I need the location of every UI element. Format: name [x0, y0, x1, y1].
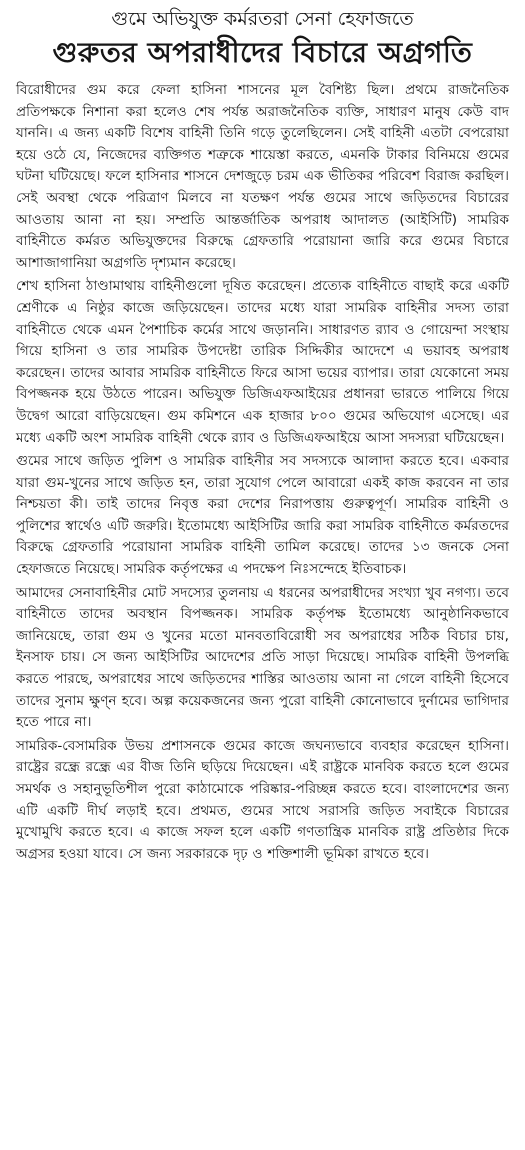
article-paragraph-5: সামরিক-বেসামরিক উভয় প্রশাসনকে গুমের কাজে জঘন্যভাবে ব্যবহার করেছেন হাসিনা। রাষ্ট্রের রন্ধ্রে রন্ধ্রে এর বীজ তিনি ছড়িয়ে দিয়েছেন। এই রাষ্ট্রকে মানবিক করতে হলে গুমের সমর্থক ও সহানুভূতিশীল পুরো কাঠামোকে পরিষ্কার-পরিচ্ছন্ন করতে হবে। বাংলাদেশের জন্য এটি একটি দীর্ঘ লড়াই হবে। প্রথমত, গুমের সাথে সরাসরি জড়িত সবাইকে বিচারের মুখোমুখি করতে হবে। এ কাজে সফল হলে একটি গণতান্ত্রিক মানবিক রাষ্ট্র প্রতিষ্ঠার দিকে অগ্রসর হওয়া যাবে। সে জন্য সরকারকে দৃঢ় ও শক্তিশালী ভূমিকা রাখতে হবে।	[16, 737, 509, 862]
article-kicker: গুমে অভিযুক্ত কর্মরতরা সেনা হেফাজতে	[111, 8, 414, 30]
article-paragraph-2: শেখ হাসিনা ঠাণ্ডামাথায় বাহিনীগুলো দূষিত করেছেন। প্রত্যেক বাহিনীতে বাছাই করে একটি শ্রেণীকে এ নিষ্ঠুর কাজে জড়িয়েছেন। তাদের মধ্যে যারা সামরিক বাহিনীর সদস্য তারা বাহিনীতে থেকে এমন পৈশাচিক কর্মের সাথে জড়াননি। সাধারণত র‌্যাব ও গোয়েন্দা সংস্থায় গিয়ে হাসিনা ও তার সামরিক উপদেষ্টা তারিক সিদ্দিকীর আদেশে এ ভয়াবহ অপরাধ করেছেন। তাদের আবার সামরিক বাহিনীতে ফিরে আসা ভয়ের ব্যাপার। তারা যেকোনো সময় বিপজ্জনক হয়ে উঠতে পারেন। অভিযুক্ত ডিজিএফআইয়ের প্রধানরা ভারতে পালিয়ে গিয়ে উদ্বেগ আরো বাড়িয়েছেন। গুম কমিশনে এক হাজার ৮০০ গুমের অভিযোগ এসেছে। এর মধ্যে একটি অংশ সামরিক বাহিনী থেকে র‌্যাব ও ডিজিএফআইয়ে আসা সদস্যরা ঘটিয়েছেন।	[16, 278, 509, 446]
article-body	[16, 80, 509, 865]
article-paragraph-1: বিরোধীদের গুম করে ফেলা হাসিনা শাসনের মূল বৈশিষ্ট্য ছিল। প্রথমে রাজনৈতিক প্রতিপক্ষকে নিশানা করা হলেও শেষ পর্যন্ত অরাজনৈতিক ব্যক্তি, সাধারণ মানুষ কেউ বাদ যাননি। এ জন্য একটি বিশেষ বাহিনী তিনি গড়ে তুলেছিলেন। সেই বাহিনী এতটা বেপরোয়া হয়ে ওঠে যে, নিজেদের ব্যক্তিগত শত্রুকে শায়েস্তা করতে, এমনকি টাকার বিনিময়ে গুমের ঘটনা ঘটিয়েছে। ফলে হাসিনার শাসনে দেশজুড়ে চরম এক ভীতিকর পরিবেশ বিরাজ করছিল। সেই অবস্থা থেকে পরিত্রাণ মিলবে না যতক্ষণ পর্যন্ত গুমের সাথে জড়িতদের বিচারের আওতায় আনা না হয়। সম্প্রতি আন্তর্জাতিক অপরাধ আদালত (আইসিটি) সামরিক বাহিনীতে কর্মরত অভিযুক্তদের বিরুদ্ধে গ্রেফতারি পরোয়ানা জারি করে গুমের বিচারে আশাজাগানিয়া অগ্রগতি দৃশ্যমান করেছে।	[16, 82, 509, 271]
article-paragraph-4: আমাদের সেনাবাহিনীর মোট সদস্যের তুলনায় এ ধরনের অপরাধীদের সংখ্যা খুব নগণ্য। তবে বাহিনীতে তাদের অবস্থান বিপজ্জনক। সামরিক কর্তৃপক্ষ ইতোমধ্যে আনুষ্ঠানিকভাবে জানিয়েছে, তারা গুম ও খুনের মতো মানবতাবিরোধী সব অপরাধের সঠিক বিচার চায়, ইনসাফ চায়। সে জন্য আইসিটির আদেশের প্রতি সাড়া দিয়েছে। সামরিক বাহিনী উপলব্ধি করতে পারছে, অপরাধের সাথে জড়িতদের শাস্তির আওতায় আনা না গেলে বাহিনী হিসেবে তাদের সুনাম ক্ষুণ্ন হবে। অল্প কয়েকজনের জন্য পুরো বাহিনী কোনোভাবে দুর্নামের ভাগিদার হতে পারে না।	[16, 584, 509, 731]
article-headline: গুরুতর অপরাধীদের বিচারে অগ্রগতি	[52, 36, 473, 69]
article-paragraph-3: গুমের সাথে জড়িত পুলিশ ও সামরিক বাহিনীর সব সদস্যকে আলাদা করতে হবে। একবার যারা গুম-খুনের সাথে জড়িত হন, তারা সুযোগ পেলে আবারো একই কাজ করবেন না তার নিশ্চয়তা কী। তাই তাদের নিবৃত্ত করা দেশের নিরাপত্তায় গুরুত্বপূর্ণ। সামরিক বাহিনী ও পুলিশের স্বার্থেও এটি জরুরি। ইতোমধ্যে আইসিটির জারি করা সামরিক বাহিনীতে কর্মরতদের বিরুদ্ধে গ্রেফতারি পরোয়ানা সামরিক বাহিনী তামিল করেছে। তাদের ১৩ জনকে সেনা হেফাজতে নিয়েছে। সামরিক কর্তৃপক্ষের এ পদক্ষেপ নিঃসন্দেহে ইতিবাচক।	[16, 453, 509, 578]
